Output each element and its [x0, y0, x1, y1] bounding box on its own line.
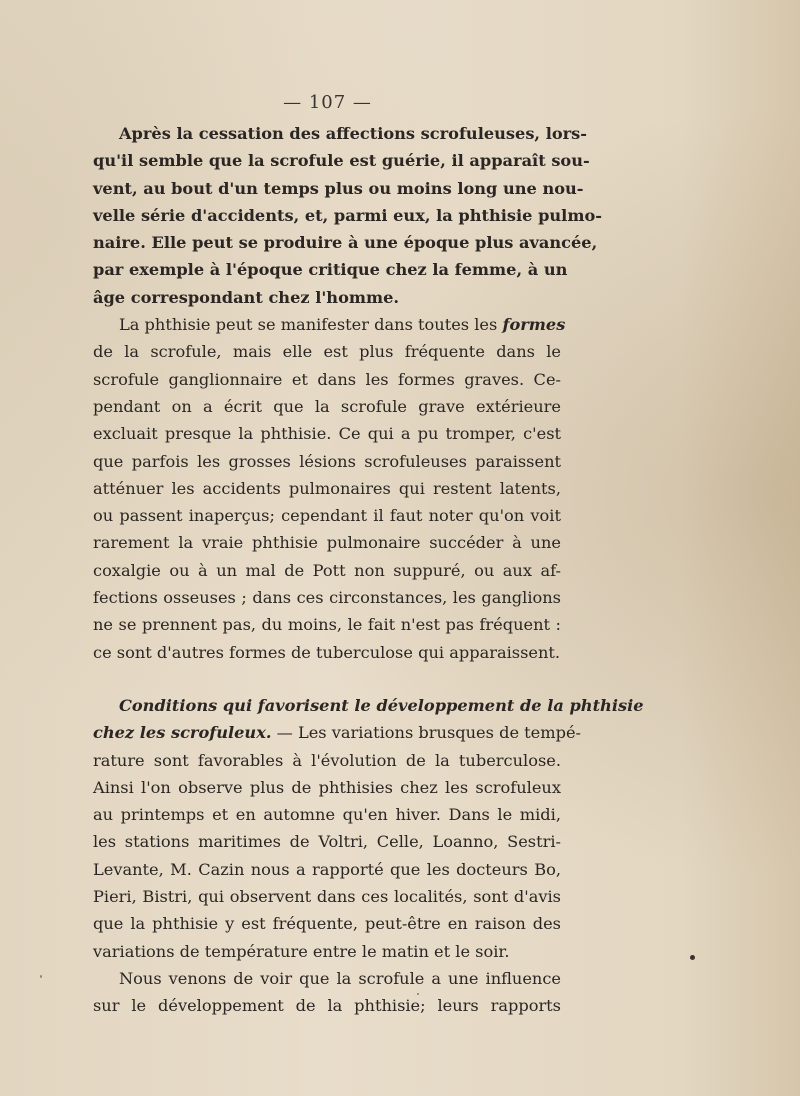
text-line: que la phthisie y est fréquente, peut-être en raison des: [93, 914, 561, 934]
text-line: pendant on a écrit que la scrofule grave extérieure: [93, 396, 561, 416]
paragraph-gap: [93, 666, 561, 692]
text-line: Pieri, Bistri, qui observent dans ces localités, sont d'avis: [93, 887, 561, 907]
text-line: de la scrofule, mais elle est plus fréquente dans le: [93, 342, 561, 362]
text-line: âge correspondant chez l'homme.: [93, 287, 400, 307]
text-line: [93, 719, 582, 746]
text-line: [93, 311, 566, 338]
text-line: Ainsi l'on observe plus de phthisies chez les scrofuleux: [93, 777, 561, 797]
section-heading: Conditions qui favorisent le développement de la phthisie: [119, 695, 644, 715]
paragraph-2: [93, 311, 566, 666]
text-line: coxalgie ou à un mal de Pott non suppuré, ou aux af-: [93, 560, 561, 580]
text-line-part: La phthisie peut se manifester dans toutes les: [119, 315, 498, 335]
text-line: rarement la vraie phthisie pulmonaire succéder à une: [93, 533, 561, 553]
text-line: variations de température entre le matin et le soir.: [93, 941, 510, 961]
paper-speck: [690, 955, 695, 960]
text-line-part: — Les variations brusques de tempé-: [276, 723, 582, 743]
paper-speck: [417, 993, 419, 995]
text-line: au printemps et en automne qu'en hiver. Dans le midi,: [93, 805, 561, 825]
text-line: vent, au bout d'un temps plus ou moins long une nou-: [93, 178, 584, 198]
text-line: qu'il semble que la scrofule est guérie, il apparaît sou-: [93, 151, 590, 171]
text-line: Nous venons de voir que la scrofule a une influence: [119, 968, 561, 988]
text-line: que parfois les grosses lésions scrofuleuses paraissent: [93, 451, 561, 471]
text-line: naire. Elle peut se produire à une époque plus avancée,: [93, 233, 598, 253]
text-line: sur le développement de la phthisie; leurs rapports: [93, 996, 561, 1016]
paragraph-4: [93, 965, 561, 1020]
text-line: velle série d'accidents, et, parmi eux, la phthisie pulmo-: [93, 205, 602, 225]
text-line: Levante, M. Cazin nous a rapporté que les docteurs Bo,: [93, 859, 561, 879]
text-line: par exemple à l'époque critique chez la femme, à un: [93, 260, 568, 280]
text-line: fections osseuses ; dans ces circonstances, les ganglions: [93, 588, 561, 608]
section-heading-continued: chez les scrofuleux.: [93, 723, 272, 743]
text-line: ou passent inaperçus; cependant il faut noter qu'on voit: [93, 506, 561, 526]
text-line: Après la cessation des affections scrofuleuses, lors-: [119, 124, 588, 143]
text-line: scrofule ganglionnaire et dans les formes graves. Ce-: [93, 369, 561, 389]
text-line: ne se prennent pas, du moins, le fait n'est pas fréquent :: [93, 615, 561, 635]
paragraph-3: [93, 692, 644, 965]
paper-speck: [40, 975, 42, 978]
text-line: atténuer les accidents pulmonaires qui restent latents,: [93, 478, 561, 498]
emphasis-word: formes: [502, 315, 566, 335]
text-line: excluait presque la phthisie. Ce qui a pu tromper, c'est: [93, 424, 561, 444]
page-number: — 107 —: [283, 92, 372, 113]
text-line: rature sont favorables à l'évolution de la tuberculose.: [93, 750, 561, 770]
text-line: les stations maritimes de Voltri, Celle, Loanno, Sestri-: [93, 832, 561, 852]
paragraph-1: [93, 120, 602, 311]
body-text: [93, 120, 644, 1020]
text-line: ce sont d'autres formes de tuberculose qui apparaissent.: [93, 642, 561, 662]
